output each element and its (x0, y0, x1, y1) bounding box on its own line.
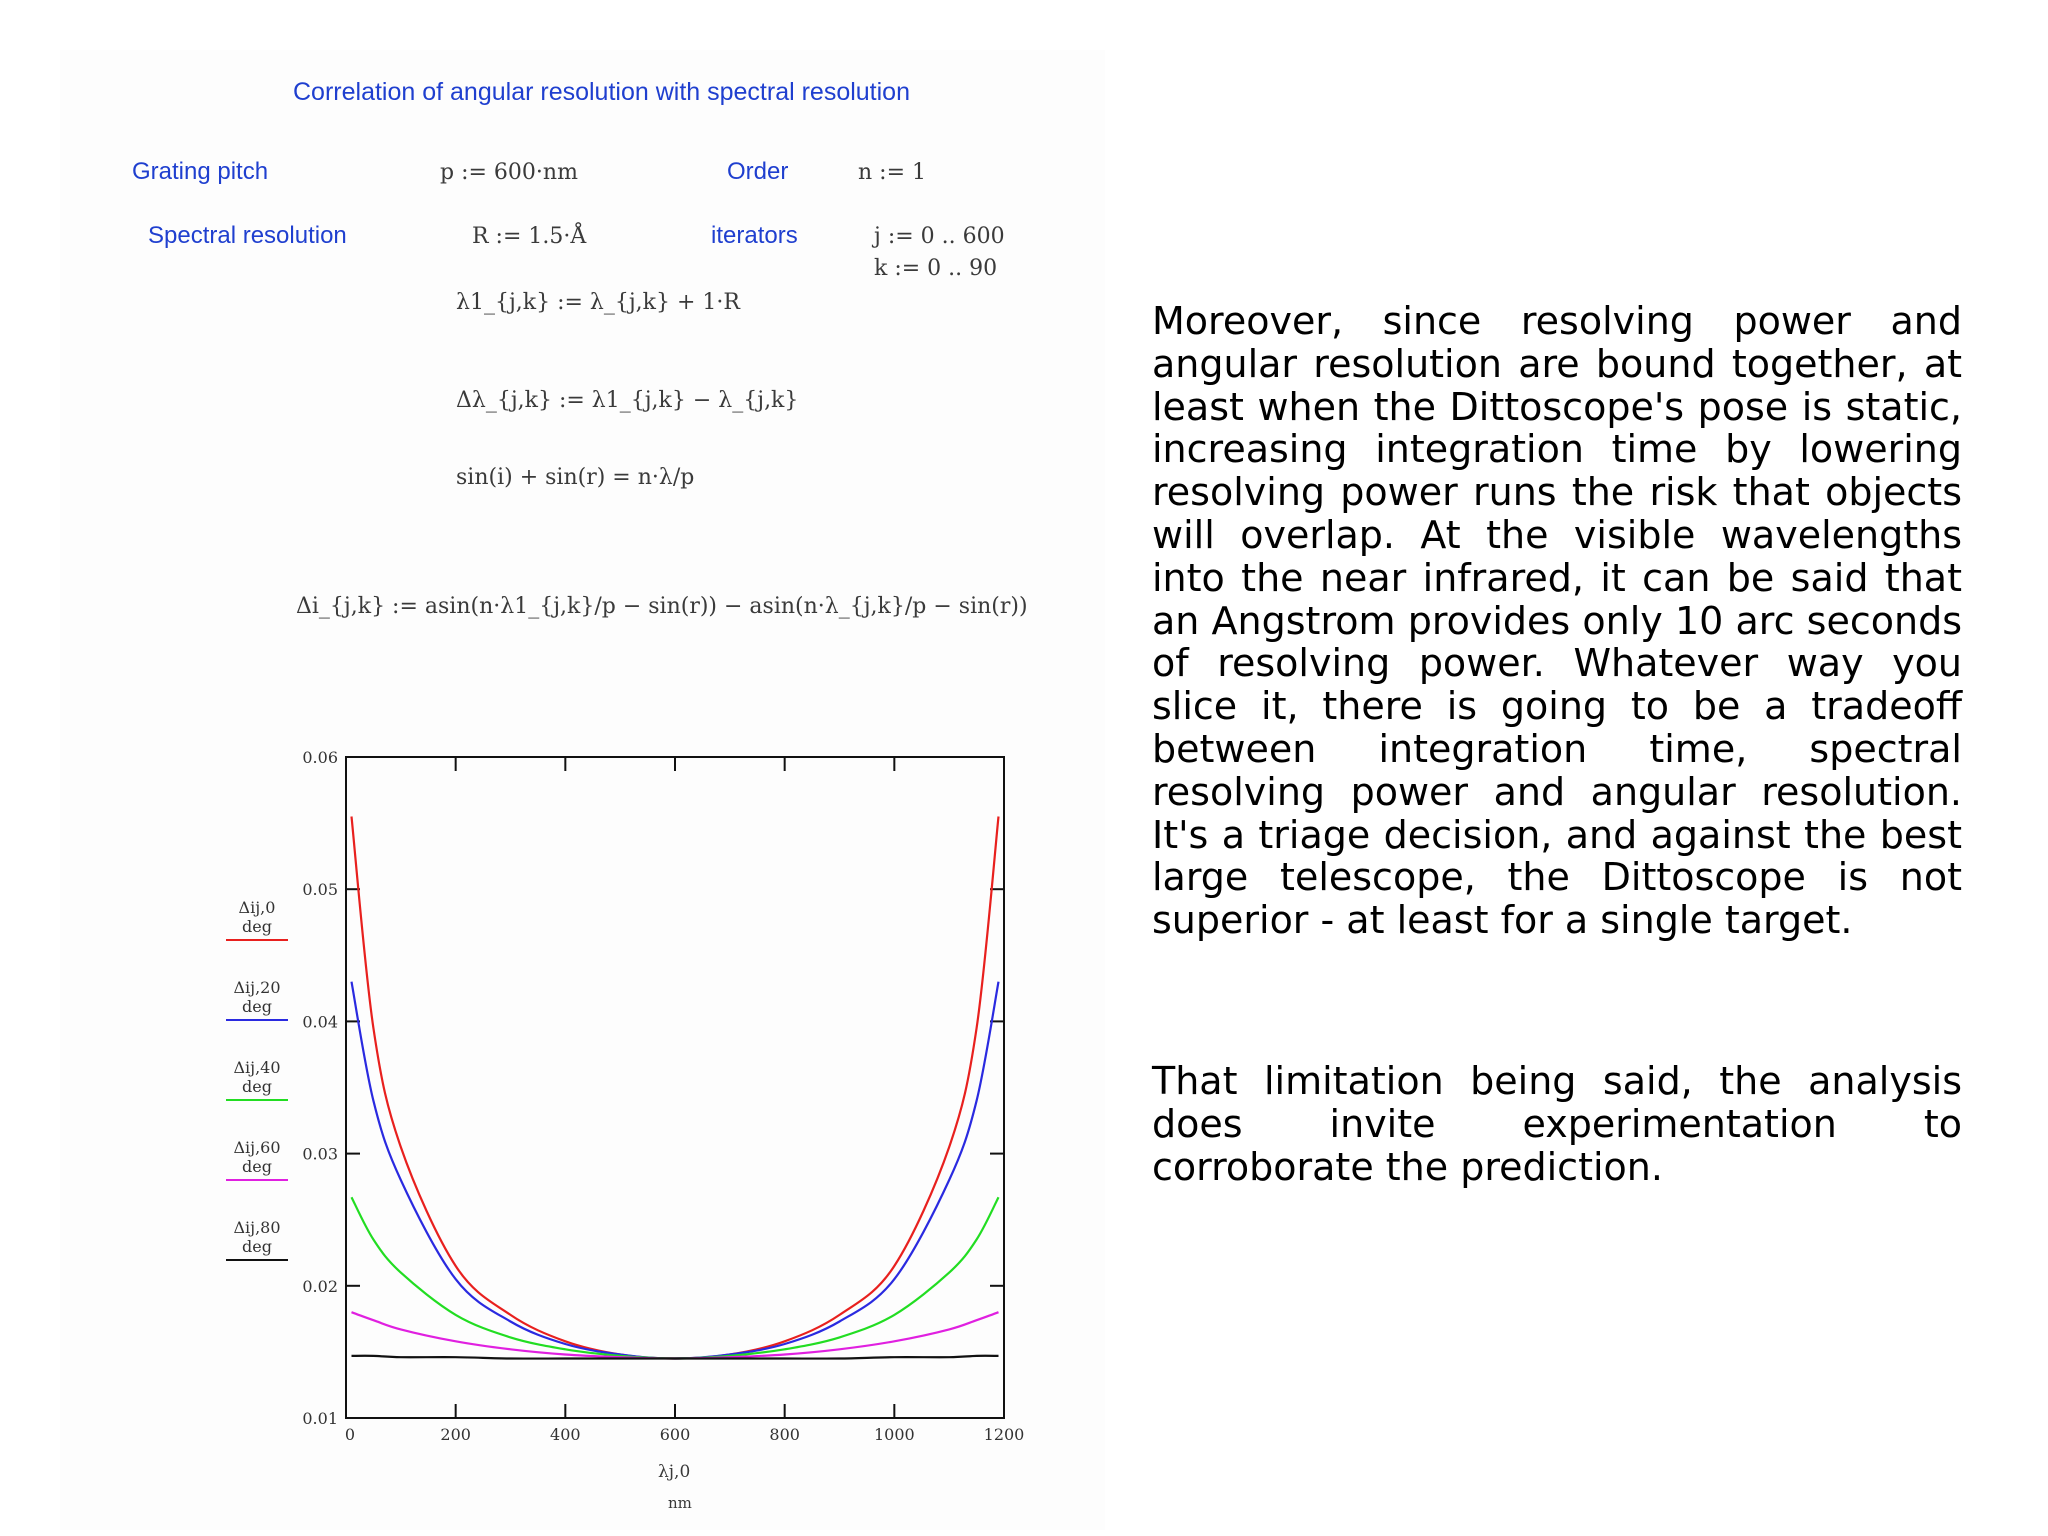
series-line (352, 1312, 999, 1358)
legend-unit: deg (242, 917, 272, 936)
series-line (352, 817, 999, 1359)
worksheet-title: Correlation of angular resolution with spectral resolution (293, 78, 910, 106)
x-tick-label: 200 (440, 1425, 471, 1444)
paragraph-main: Moreover, since resolving power and angular resolution are bound together, at least when the Dittoscope's pose is static, increasing integration time by lowering resolving power runs the risk that objects will overlap. At the visible wavelengths into the near infrared, it can be said that an Angstrom provides only 10 arc seconds of resolving power. Whatever way you slice it, there is going to be a tradeoff between integration time, spectral resolving power and angular resolution. It's a triage decision, and against the best large telescope, the Dittoscope is not superior - at least for a single target. (1152, 299, 1962, 943)
iterator-j: j := 0 .. 600 (874, 224, 1005, 249)
iterator-k: k := 0 .. 90 (874, 256, 998, 281)
paragraph-conclusion: That limitation being said, the analysis does invite experimentation to corroborate the prediction. (1152, 1059, 1962, 1189)
series-line (352, 1356, 999, 1359)
legend-label: Δij,20 (233, 978, 281, 997)
plot-frame (346, 757, 1004, 1418)
y-tick-label: 0.05 (302, 880, 338, 900)
legend-label: Δij,60 (233, 1138, 281, 1157)
equation-delta-i: Δi_{j,k} := asin(n·λ1_{j,k}/p − sin(r)) − asin(n·λ_{j,k}/p − sin(r)) (296, 594, 1028, 619)
legend-label: Δij,80 (233, 1218, 281, 1237)
legend-unit: deg (242, 997, 272, 1016)
legend-unit: deg (242, 1077, 272, 1096)
order-label: Order (727, 158, 789, 185)
x-tick-label: 800 (769, 1425, 800, 1444)
x-tick-label: 400 (550, 1425, 581, 1444)
x-axis-unit: nm (668, 1494, 692, 1512)
series-line (352, 982, 999, 1359)
equation-grating: sin(i) + sin(r) = n·λ/p (456, 465, 695, 490)
y-tick-label: 0.04 (302, 1012, 338, 1032)
legend-unit: deg (242, 1157, 272, 1176)
iterators-label: iterators (711, 222, 798, 249)
grating-pitch-label: Grating pitch (132, 158, 269, 185)
x-tick-label: 1000 (873, 1425, 915, 1444)
y-tick-label: 0.06 (302, 748, 338, 767)
equation-delta-lambda: Δλ_{j,k} := λ1_{j,k} − λ_{j,k} (456, 388, 799, 413)
legend-unit: deg (242, 1237, 272, 1256)
spectral-resolution-expr: R := 1.5·Å (472, 224, 587, 249)
grating-pitch-expr: p := 600·nm (440, 160, 578, 185)
x-axis-label: λj,0 (658, 1462, 691, 1482)
x-tick-label: 600 (659, 1425, 691, 1444)
spectral-resolution-label: Spectral resolution (148, 222, 347, 249)
legend-label: Δij,40 (233, 1058, 281, 1077)
legend-label: Δij,0 (238, 898, 276, 917)
equation-lambda1: λ1_{j,k} := λ_{j,k} + 1·R (456, 290, 740, 315)
x-tick-label: 0 (344, 1425, 356, 1444)
y-tick-label: 0.03 (302, 1144, 338, 1164)
x-tick-label: 1200 (983, 1425, 1025, 1444)
y-tick-label: 0.01 (302, 1409, 338, 1428)
order-expr: n := 1 (858, 160, 926, 185)
series-line (352, 1197, 999, 1358)
y-tick-label: 0.02 (302, 1276, 338, 1296)
